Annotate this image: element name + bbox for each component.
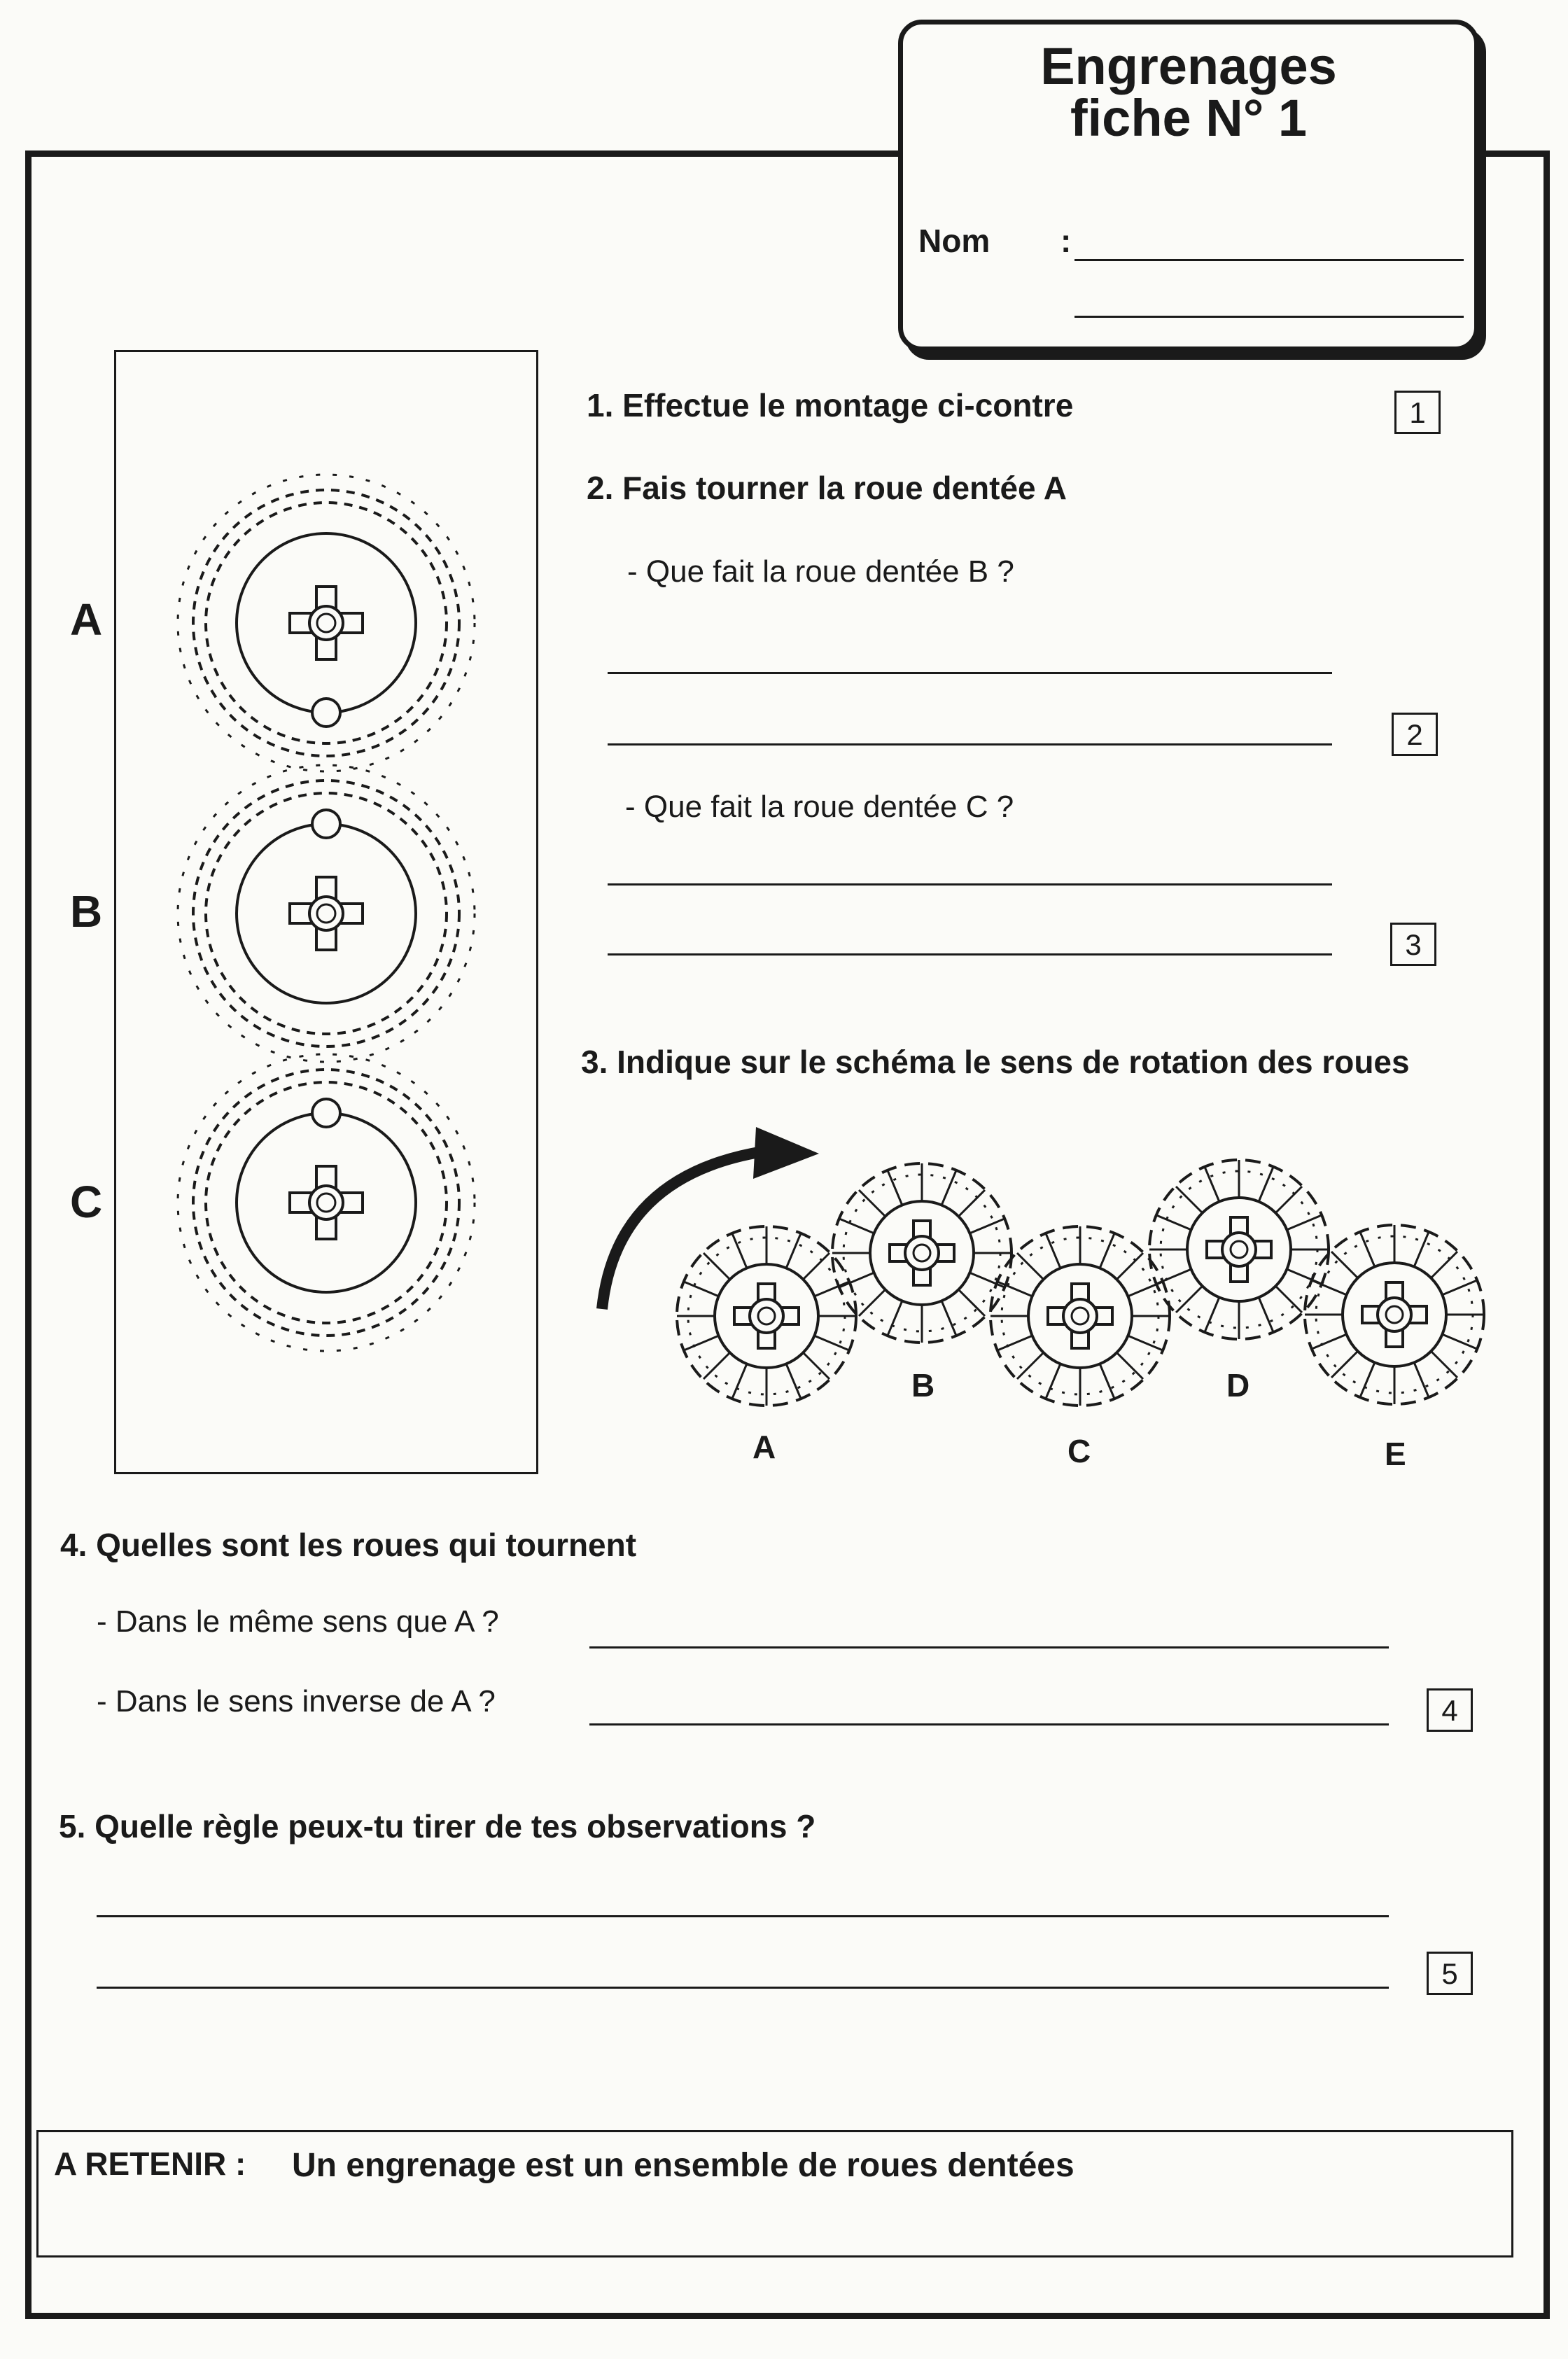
answer-line-c-1[interactable] (608, 883, 1332, 886)
rotation-arrow-head (753, 1127, 819, 1179)
worksheet-title: Engrenages (1040, 37, 1337, 95)
gear-b-large (178, 765, 475, 1062)
chain-label-a: A (752, 1429, 776, 1465)
chain-label-b: B (911, 1367, 935, 1404)
score-box-1: 1 (1394, 391, 1441, 434)
gear-c-large (178, 1054, 475, 1351)
chain-gear-e (1305, 1225, 1484, 1404)
answer-line-b-1[interactable] (608, 672, 1332, 674)
gear-assembly-diagram (114, 350, 538, 1474)
chain-gear-b (832, 1163, 1011, 1343)
answer-line-rule-2[interactable] (97, 1987, 1389, 1989)
question-2-sub-c: - Que fait la roue dentée C ? (625, 790, 1014, 824)
gear-letter-b: B (70, 886, 103, 937)
gear-chain-diagram (588, 1120, 1512, 1484)
gear-letter-a: A (70, 594, 103, 645)
answer-line-inverse[interactable] (589, 1723, 1389, 1726)
score-box-4: 4 (1427, 1688, 1473, 1732)
answer-line-c-2[interactable] (608, 953, 1332, 955)
name-field-line-2[interactable] (1074, 316, 1464, 318)
retain-label: A RETENIR : (54, 2146, 246, 2182)
gear-a-large (178, 475, 475, 771)
question-4-sub-same: - Dans le même sens que A ? (97, 1604, 499, 1639)
question-3: 3. Indique sur le schéma le sens de rotation des roues (581, 1044, 1410, 1080)
retain-box (36, 2130, 1513, 2258)
worksheet-subtitle: fiche N° 1 (1070, 89, 1308, 147)
question-2-sub-b: - Que fait la roue dentée B ? (627, 554, 1014, 589)
answer-line-same[interactable] (589, 1646, 1389, 1648)
answer-line-rule-1[interactable] (97, 1915, 1389, 1917)
chain-gear-d (1149, 1160, 1329, 1339)
chain-label-d: D (1226, 1367, 1250, 1404)
chain-label-c: C (1068, 1433, 1091, 1469)
question-2: 2. Fais tourner la roue dentée A (587, 470, 1067, 506)
gear-letter-c: C (70, 1177, 103, 1227)
answer-line-b-2[interactable] (608, 743, 1332, 746)
title-card (898, 20, 1479, 351)
question-4: 4. Quelles sont les roues qui tournent (60, 1527, 637, 1563)
chain-gear-c (990, 1226, 1170, 1406)
question-5: 5. Quelle règle peux-tu tirer de tes observations ? (59, 1808, 816, 1844)
name-field-line-1[interactable] (1074, 259, 1464, 261)
name-colon: : (1060, 223, 1072, 259)
chain-label-e: E (1385, 1436, 1406, 1472)
score-box-2: 2 (1392, 713, 1438, 756)
chain-gear-a (677, 1226, 856, 1406)
score-box-3: 3 (1390, 923, 1436, 966)
name-label: Nom (918, 223, 990, 259)
question-1: 1. Effectue le montage ci-contre (587, 387, 1074, 424)
retain-text: Un engrenage est un ensemble de roues dentées (292, 2147, 1074, 2184)
question-4-sub-inverse: - Dans le sens inverse de A ? (97, 1684, 496, 1718)
score-box-5: 5 (1427, 1952, 1473, 1995)
